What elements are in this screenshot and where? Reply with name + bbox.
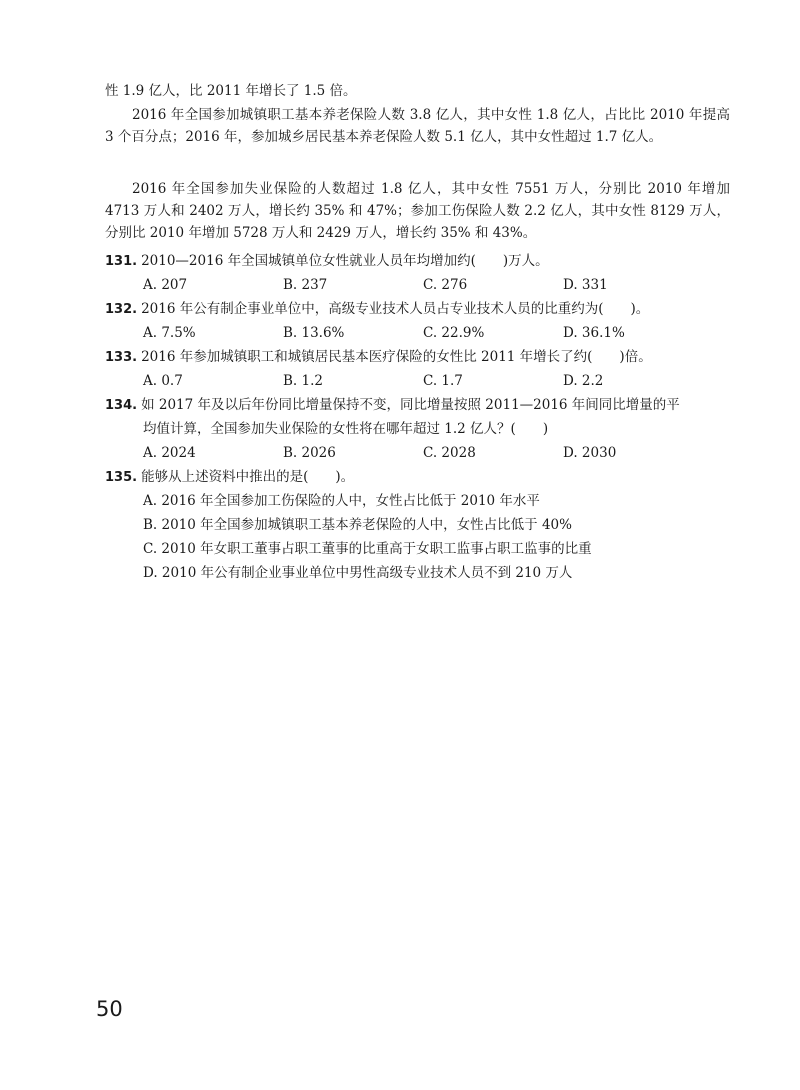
options-131 [143,274,703,296]
option-c[interactable]: C. 276 [423,277,468,293]
paragraph-unemployment-insurance: 2016 年全国参加失业保险的人数超过 1.8 亿人，其中女性 7551 万人，分别比 2010 年增加 4713 万人和 2402 万人，增长约 35% 和 47%；参加工伤保险人数 2.2 亿人，其中女性 8129 万人，分别比 2010 年增加 5728 万人和 2429 万人，增长约 35% 和 43%。 [105,181,730,241]
option-b[interactable]: B. 13.6% [283,325,345,341]
question-number: 135. [105,470,138,485]
question-number: 132. [105,302,138,317]
option-c[interactable]: C. 1.7 [423,373,463,389]
option-b[interactable]: B. 1.2 [283,373,323,389]
option-a[interactable]: A. 7.5% [143,325,196,341]
question-number: 134. [105,398,138,413]
question-text: 2016 年公有制企事业单位中，高级专业技术人员占专业技术人员的比重约为( )。 [141,301,650,317]
options-132 [143,322,703,344]
paragraph-continuation: 性 1.9 亿人，比 2011 年增长了 1.5 倍。 [105,83,357,99]
option-a[interactable]: A. 2024 [143,445,196,461]
option-d[interactable]: D. 2.2 [563,373,604,389]
question-134 [105,394,730,417]
question-133 [105,346,730,369]
option-c[interactable]: C. 2028 [423,445,476,461]
question-number: 133. [105,350,138,365]
options-133 [143,370,703,392]
paragraph-pension-insurance: 2016 年全国参加城镇职工基本养老保险人数 3.8 亿人，其中女性 1.8 亿人，占比比 2010 年提高 3 个百分点；2016 年，参加城乡居民基本养老保险人数 5.1 亿人，其中女性超过 1.7 亿人。 [105,107,730,145]
question-131 [105,250,730,273]
option-d[interactable]: D. 2030 [563,445,617,461]
option-c[interactable]: C. 22.9% [423,325,485,341]
option-d[interactable]: D. 331 [563,277,608,293]
question-text: 如 2017 年及以后年份同比增量保持不变，同比增量按照 2011—2016 年间同比增量的平 [141,397,680,413]
options-134 [143,442,703,464]
question-text: 2016 年参加城镇职工和城镇居民基本医疗保险的女性比 2011 年增长了约( )倍。 [141,349,652,365]
question-text: 2010—2016 年全国城镇单位女性就业人员年均增加约( )万人。 [141,253,549,269]
question-134-continuation: 均值计算，全国参加失业保险的女性将在哪年超过 1.2 亿人？( ) [143,421,549,437]
question-text: 能够从上述资料中推出的是( )。 [141,469,355,485]
option-a[interactable]: A. 2016 年全国参加工伤保险的人中，女性占比低于 2010 年水平 [143,493,540,509]
question-135 [105,466,730,489]
option-a[interactable]: A. 0.7 [143,373,183,389]
option-b[interactable]: B. 2010 年全国参加城镇职工基本养老保险的人中，女性占比低于 40% [143,517,572,533]
option-a[interactable]: A. 207 [143,277,188,293]
option-c[interactable]: C. 2010 年女职工董事占职工董事的比重高于女职工监事占职工监事的比重 [143,541,592,557]
page-number: 50 [96,997,123,1021]
option-d[interactable]: D. 36.1% [563,325,625,341]
option-b[interactable]: B. 2026 [283,445,336,461]
question-132 [105,298,730,321]
option-b[interactable]: B. 237 [283,277,328,293]
option-d[interactable]: D. 2010 年公有制企业事业单位中男性高级专业技术人员不到 210 万人 [143,565,573,581]
question-number: 131. [105,254,138,269]
